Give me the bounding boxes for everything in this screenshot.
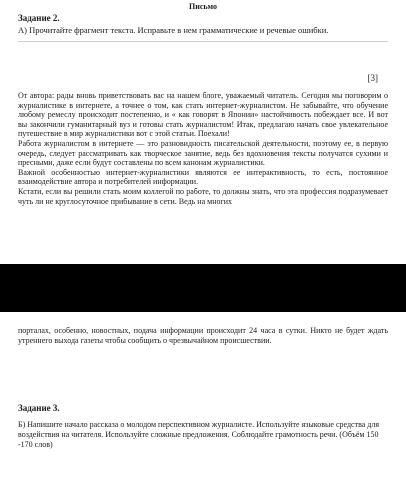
task-2-instruction: А) Прочитайте фрагмент текста. Исправьте в нем грамматические и речевые ошибки.: [18, 25, 329, 35]
paragraph: Важной особенностью интернет-журналистики являются ее интерактивность, то есть, постоянное взаимодействие автора и потребителей информации.: [18, 167, 388, 187]
paragraph: Кстати, если вы решили стать моим коллегой по работе, то должны знать, что эта профессия подразумевает чуть ли не круглосуточное прибывание в сети. Ведь на многих: [18, 186, 388, 206]
task-2-title: Задание 2.: [18, 13, 60, 23]
task-3-instruction: Б) Напишите начало рассказа о молодом перспективном журналисте. Используйте языковые средства для воздействия на читателя. Используйте сложные предложения. Соблюдайте грамотность речи. (Объём 150 -170 слов): [18, 420, 380, 449]
divider: [18, 41, 388, 42]
paragraph: От автора: рады вновь приветствовать вас на нашем блоге, уважаемый читатель. Сегодня мы поговорим о журналистике в интернете, а точнее о том, как стать интернет-журналистом. Не забывайте, что обучение любому ремеслу происходит постепенно, и « как говорят в Японии» настойчивость побеждает все. И вот вы закончили гуманитарный вуз и готовы стать журналистом! Итак, предлагаю начать свое увлекательное путешествие в мир журналистики вот с этой статьи. Поехали!: [18, 91, 388, 139]
black-band: [0, 264, 406, 312]
excerpt-text: [18, 91, 388, 206]
excerpt-continuation: порталах, особенно, новостных, подача информации происходит 24 часа в сутки. Никто не будет ждать утреннего выхода газеты чтобы сообщить о чрезвычайном происшествии.: [18, 326, 388, 345]
score-mark: [3]: [367, 73, 378, 83]
task-3-title: Задание 3.: [18, 403, 60, 413]
paragraph: Работа журналистом в интернете — это разновидность писательской деятельности, поэтому ее, в первую очередь, следует рассматривать как творческое занятие, ведь без вдохновения тексты получатся сухими и пресными, даже если будут составлены по всем канонам журналистики.: [18, 138, 388, 168]
page-title: Письмо: [189, 2, 217, 11]
